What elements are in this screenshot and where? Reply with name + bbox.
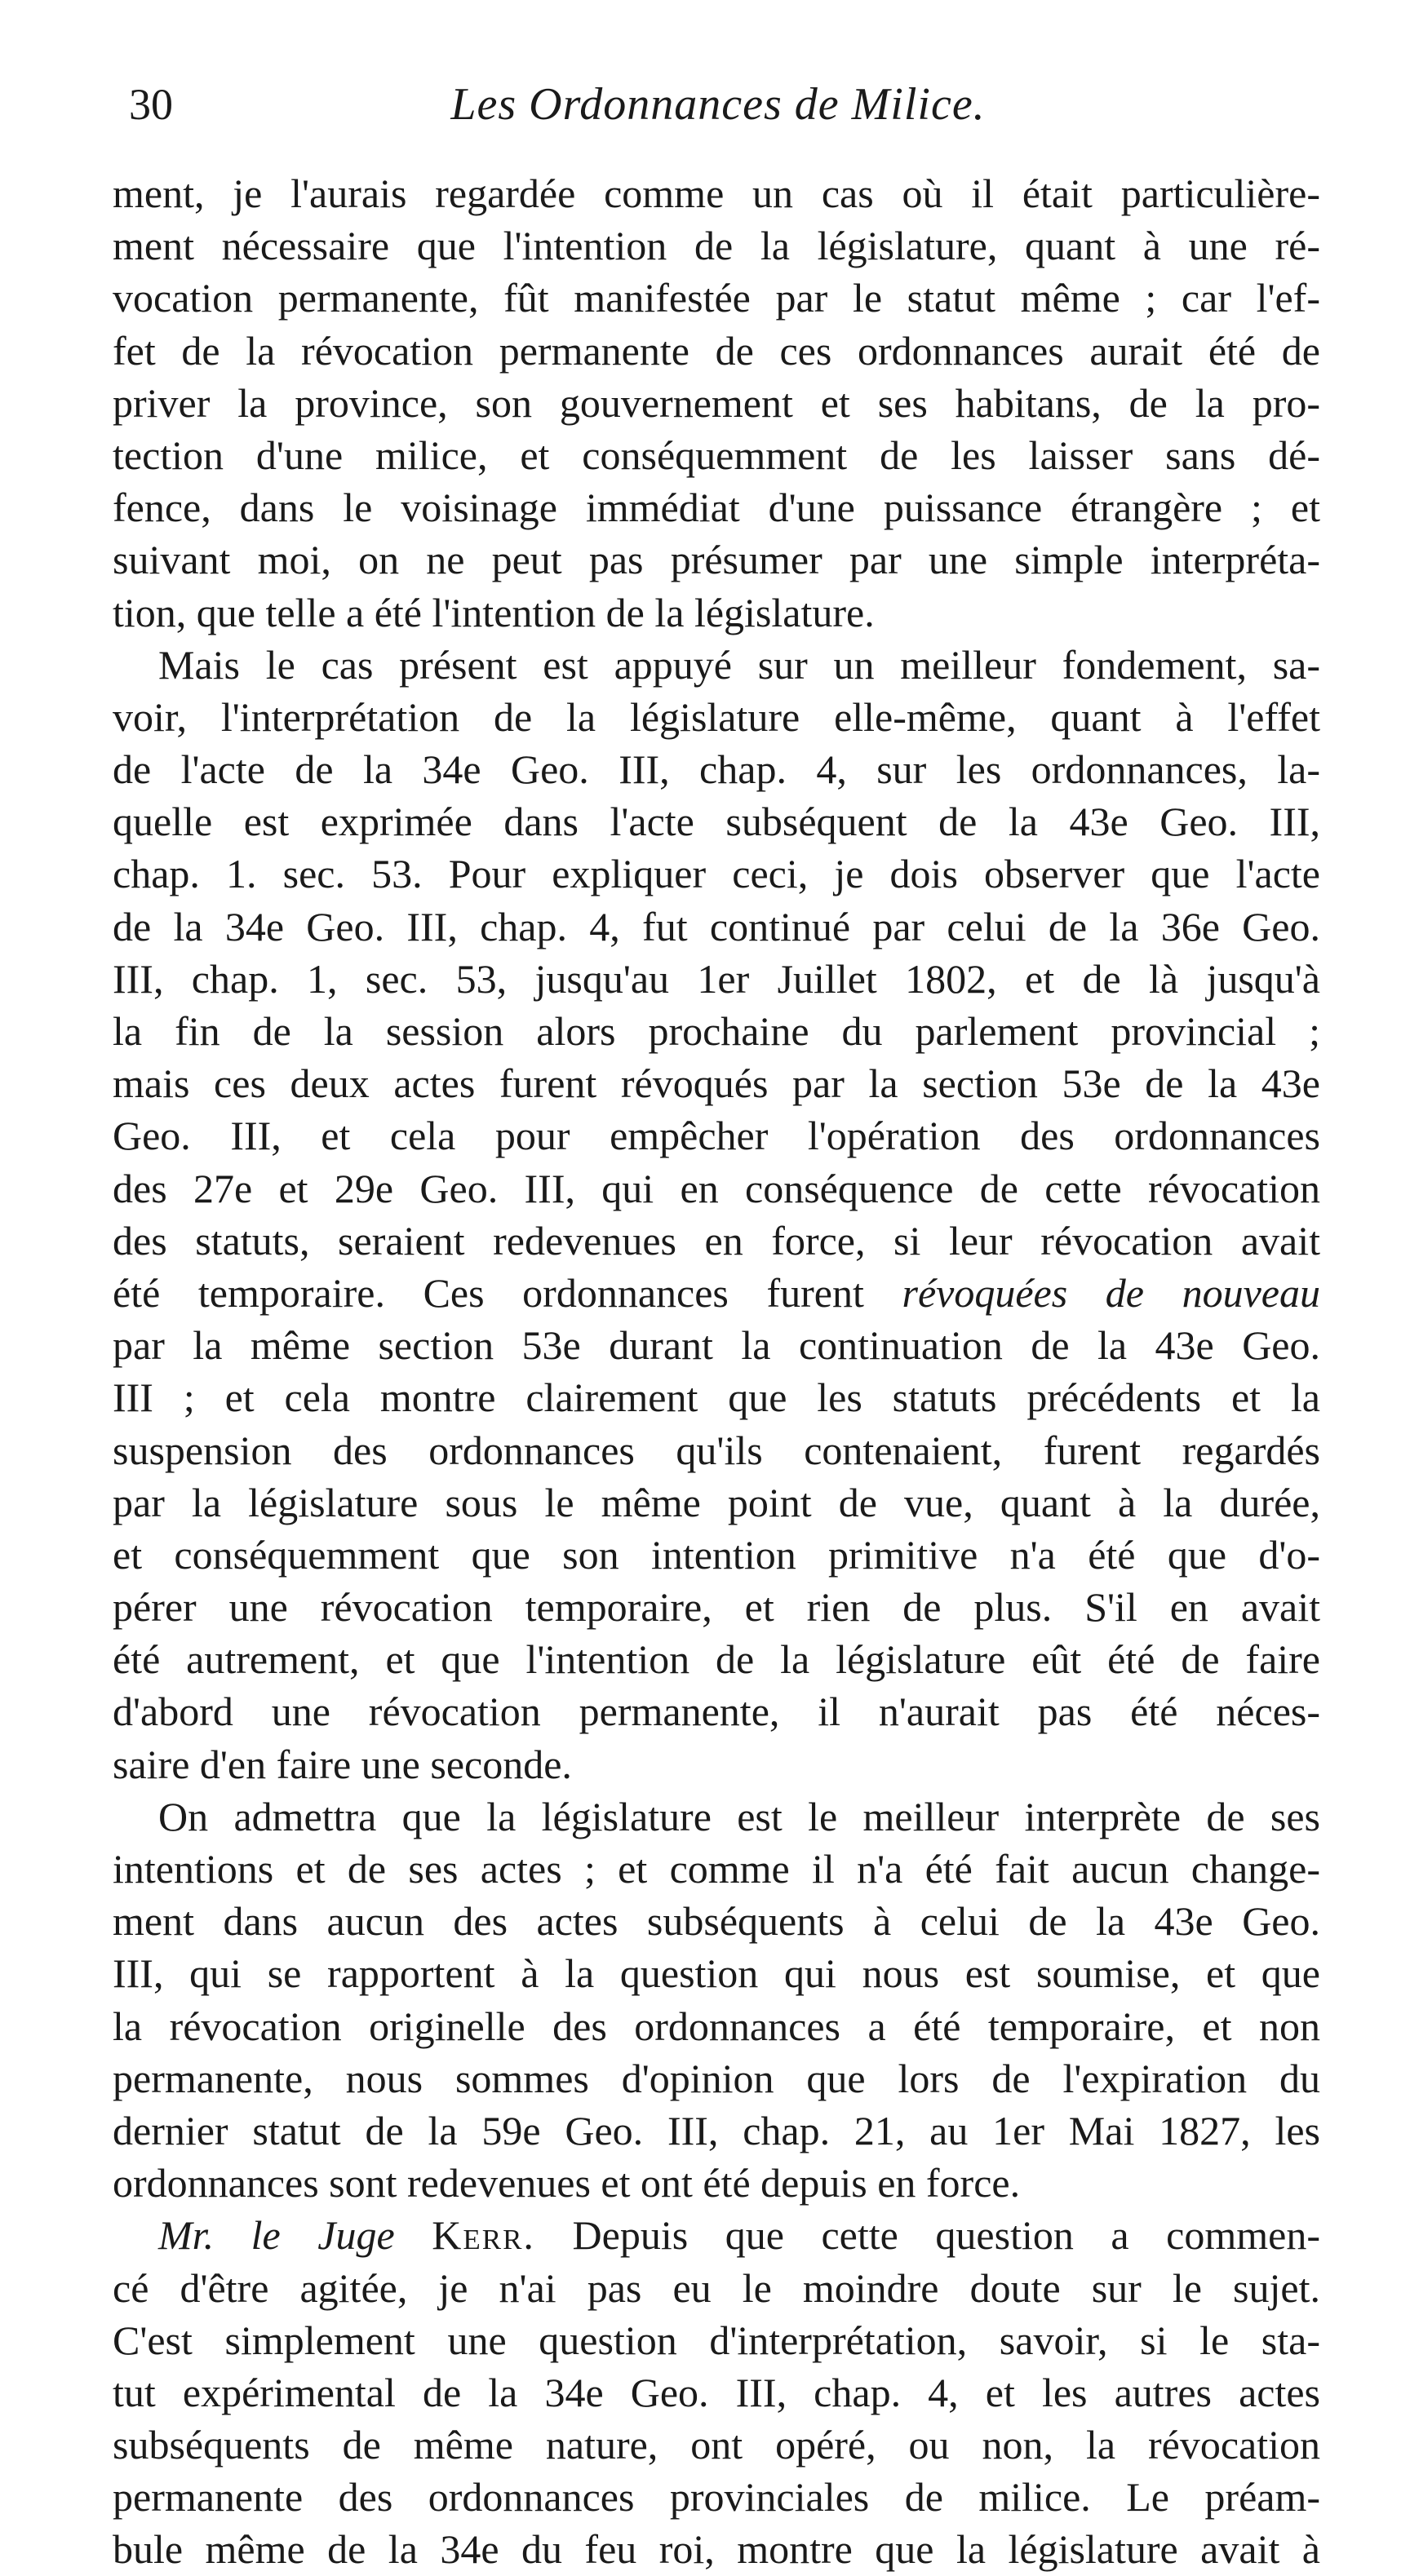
speaker-name: Kerr. (432, 2212, 535, 2259)
text-line: par la législature sous le même point de vue, quant à la durée, (113, 1479, 1320, 1525)
running-head (122, 72, 1314, 137)
text-line: voir, l'interprétation de la législature elle-même, quant à l'effet (113, 693, 1320, 740)
text-line: III, qui se rapportent à la question qui nous est soumise, et que (113, 1950, 1320, 1997)
text-line: bule même de la 34e du feu roi, montre que la législature avait à (113, 2526, 1320, 2573)
text-line: permanente des ordonnances provinciales de milice. Le préam- (113, 2474, 1320, 2521)
text-line: des 27e et 29e Geo. III, qui en conséquence de cette révocation (113, 1165, 1320, 1211)
line-text: Depuis que cette question a commen- (572, 2212, 1320, 2259)
text-line: de la 34e Geo. III, chap. 4, fut continué par celui de la 36e Geo. (113, 903, 1320, 949)
text-line: Geo. III, et cela pour empêcher l'opération des ordonnances (113, 1113, 1320, 1159)
speaker-title: Mr. le Juge (158, 2212, 395, 2259)
text-line: priver la province, son gouvernement et ses habitans, de la pro- (113, 379, 1320, 426)
page-number: 30 (129, 80, 173, 129)
paragraph-first-line: Mais le cas présent est appuyé sur un meilleur fondement, sa- (158, 641, 1320, 688)
text-line: des statuts, seraient redevenues en force, si leur révocation avait (113, 1217, 1320, 1264)
text-line: pérer une révocation temporaire, et rien de plus. S'il en avait (113, 1584, 1320, 1631)
text-line: suspension des ordonnances qu'ils contenaient, furent regardés (113, 1427, 1320, 1473)
text-line: mais ces deux actes furent révoqués par la section 53e de la 43e (113, 1060, 1320, 1107)
speaker-line (113, 2209, 1320, 2261)
text-line: de l'acte de la 34e Geo. III, chap. 4, sur les ordonnances, la- (113, 746, 1320, 793)
text-line: la révocation originelle des ordonnances a été temporaire, et non (113, 2003, 1320, 2049)
running-title: Les Ordonnances de Milice. (450, 79, 986, 130)
text-line: intentions et de ses actes ; et comme il n'a été fait aucun change- (113, 1846, 1320, 1892)
body-text (113, 167, 1320, 2576)
text-line: III ; et cela montre clairement que les statuts précédents et la (113, 1374, 1320, 1421)
text-line: ment nécessaire que l'intention de la législature, quant à une ré- (113, 223, 1320, 269)
text-line: ment dans aucun des actes subséquents à celui de la 43e Geo. (113, 1898, 1320, 1945)
text-line: vocation permanente, fût manifestée par le statut même ; car l'ef- (113, 275, 1320, 321)
text-line: dernier statut de la 59e Geo. III, chap. 21, au 1er Mai 1827, les (113, 2107, 1320, 2153)
italic-emphasis: révoquées de nouveau (902, 1269, 1320, 1316)
text-line: ment, je l'aurais regardée comme un cas où il était particulière- (113, 170, 1320, 216)
text-line: cé d'être agitée, je n'ai pas eu le moindre doute sur le sujet. (113, 2264, 1320, 2311)
text-line: chap. 1. sec. 53. Pour expliquer ceci, je dois observer que l'acte (113, 851, 1320, 897)
text-line-with-italic (113, 1267, 1320, 1319)
text-line: permanente, nous sommes d'opinion que lors de l'expiration du (113, 2055, 1320, 2101)
text-line: quelle est exprimée dans l'acte subséquent de la 43e Geo. III, (113, 799, 1320, 845)
text-line: tection d'une milice, et conséquemment de les laisser sans dé- (113, 432, 1320, 478)
text-line: la fin de la session alors prochaine du parlement provincial ; (113, 1008, 1320, 1054)
text-line: subséquents de même nature, ont opéré, ou non, la révocation (113, 2422, 1320, 2468)
text-line: suivant moi, on ne peut pas présumer par une simple interpréta- (113, 537, 1320, 583)
text-line: d'abord une révocation permanente, il n'aurait pas été néces- (113, 1689, 1320, 1735)
text-line: et conséquemment que son intention primitive n'a été que d'o- (113, 1531, 1320, 1578)
text-line: été autrement, et que l'intention de la législature eût été de faire (113, 1636, 1320, 1683)
text-line: ordonnances sont redevenues et ont été depuis en force. (113, 2160, 1021, 2206)
paragraph-first-line: On admettra que la législature est le meilleur interprète de ses (158, 1793, 1320, 1839)
text-line: par la même section 53e durant la continuation de la 43e Geo. (113, 1322, 1320, 1369)
line-text: été temporaire. Ces ordonnances furent (113, 1269, 902, 1316)
text-line: C'est simplement une question d'interprétation, savoir, si le sta- (113, 2317, 1320, 2363)
text-line: fence, dans le voisinage immédiat d'une puissance étrangère ; et (113, 485, 1320, 531)
text-line: tion, que telle a été l'intention de la législature. (113, 589, 875, 635)
text-line: fet de la révocation permanente de ces ordonnances aurait été de (113, 327, 1320, 374)
text-line: tut expérimental de la 34e Geo. III, chap. 4, et les autres actes (113, 2369, 1320, 2415)
text-line: III, chap. 1, sec. 53, jusqu'au 1er Juillet 1802, et de là jusqu'à (113, 955, 1320, 1002)
text-line: saire d'en faire une seconde. (113, 1741, 572, 1787)
